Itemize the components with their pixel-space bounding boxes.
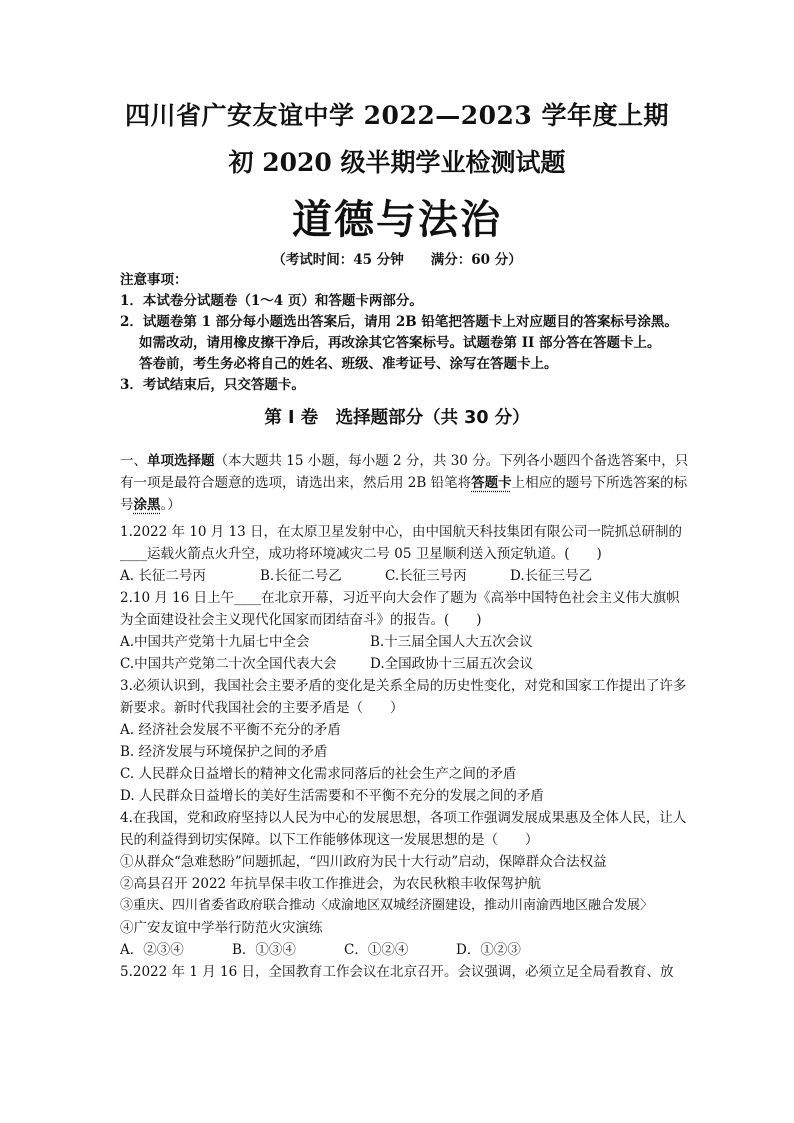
option: C．①②④: [344, 942, 409, 958]
statement-item: ①从群众“急难愁盼”问题抓起，“四川政府为民十大行动”启动，保障群众合法权益: [120, 854, 607, 870]
option: D．①②③: [456, 942, 521, 958]
question-4-stem: 4.在我国，党和政府坚持以人民为中心的发展思想，各项工作强调发展成果惠及全体人民，让人民的利益得到切实保障。以下工作能够体现这一发展思想的是（ ）: [120, 810, 687, 848]
option: D. 人民群众日益增长的美好生活需要和不平衡不充分的发展之间的矛盾: [120, 788, 544, 804]
note-item: 2．试题卷第 1 部分每小题选出答案后，请用 2B 铅笔把答题卡上对应题目的答案标号涂黑。: [120, 314, 678, 330]
option: A.中国共产党第十九届七中全会: [120, 634, 310, 650]
question-4-options: [120, 939, 690, 961]
exam-info: （考试时间：45 分钟 满分：60 分）: [272, 252, 522, 268]
option: B.长征二号乙: [260, 568, 342, 584]
question-5-stem: 5.2022 年 1 月 16 日，全国教育工作会议在北京召开。会议强调，必须立足全局看教育、放: [120, 964, 674, 980]
option: A. 长征二号丙: [120, 568, 206, 584]
option: D.全国政协十三届五次会议: [370, 656, 534, 672]
instructions: 一、单项选择题（本大题共 15 小题，每小题 2 分，共 30 分。下列各小题四个备选答案中，只有一项是最符合题意的选项，请选出来，然后用 2B 铅笔将答题卡上相应的题号下所选答案的标号涂黑。）: [120, 453, 689, 513]
question-2-options: [120, 653, 690, 675]
option: B.十三届全国人大五次会议: [370, 634, 533, 650]
section-title: 第 I 卷 选择题部分（共 30 分）: [264, 408, 530, 428]
option: A. 经济社会发展不平衡不充分的矛盾: [120, 722, 341, 738]
note-item: 3．考试结束后，只交答题卡。: [120, 377, 305, 393]
question-2-options: [120, 631, 690, 653]
option: B．①③④: [232, 942, 296, 958]
question-3-stem: 3.必须认识到，我国社会主要矛盾的变化是关系全局的历史性变化，对党和国家工作提出了许多新要求。新时代我国社会的主要矛盾是（ ）: [120, 678, 687, 716]
exam-title: 初 2020 级半期学业检测试题: [228, 148, 566, 177]
option: B. 经济发展与环境保护之间的矛盾: [120, 744, 328, 760]
question-1-options: [120, 565, 690, 587]
option: C. 人民群众日益增长的精神文化需求同落后的社会生产之间的矛盾: [120, 766, 517, 782]
note-item: 答卷前，考生务必将自己的姓名、班级、准考证号、涂写在答题卡上。: [139, 356, 558, 372]
option: C.中国共产党第二十次全国代表大会: [120, 656, 337, 672]
questions-body: [120, 450, 690, 983]
question-2-stem: 2.10 月 16 日上午____在北京开幕，习近平向大会作了题为《高举中国特色社会主义伟大旗帜为全面建设社会主义现代化国家而团结奋斗》的报告。( ): [120, 590, 680, 628]
option: D.长征三号乙: [510, 568, 593, 584]
school-title: 四川省广安友谊中学 2022—2023 学年度上期: [124, 101, 670, 130]
statement-item: ②高县召开 2022 年抗旱保丰收工作推进会，为农民秋粮丰收保驾护航: [120, 876, 541, 892]
option: C.长征三号丙: [385, 568, 467, 584]
notes-block: [120, 270, 690, 396]
question-1-stem: 1.2022 年 10 月 13 日，在太原卫星发射中心，由中国航天科技集团有限公司一院抓总研制的____运载火箭点火升空，成功将环境减灾二号 05 卫星顺利送入预定轨道。( ): [120, 524, 683, 562]
statement-item: ③重庆、四川省委省政府联合推动〈成渝地区双城经济圈建设，推动川南渝西地区融合发展〉: [120, 898, 654, 913]
option: A．②③④: [120, 942, 184, 958]
subject-title: 道德与法治: [292, 196, 502, 243]
note-item: 1．本试卷分试题卷（1～4 页）和答题卡两部分。: [120, 293, 423, 309]
statement-item: ④广安友谊中学举行防范火灾演练: [120, 920, 323, 936]
note-item: 如需改动，请用橡皮擦干净后，再改涂其它答案标号。试题卷第 II 部分答在答题卡上。: [139, 335, 661, 351]
notes-heading: 注意事项：: [120, 272, 188, 288]
